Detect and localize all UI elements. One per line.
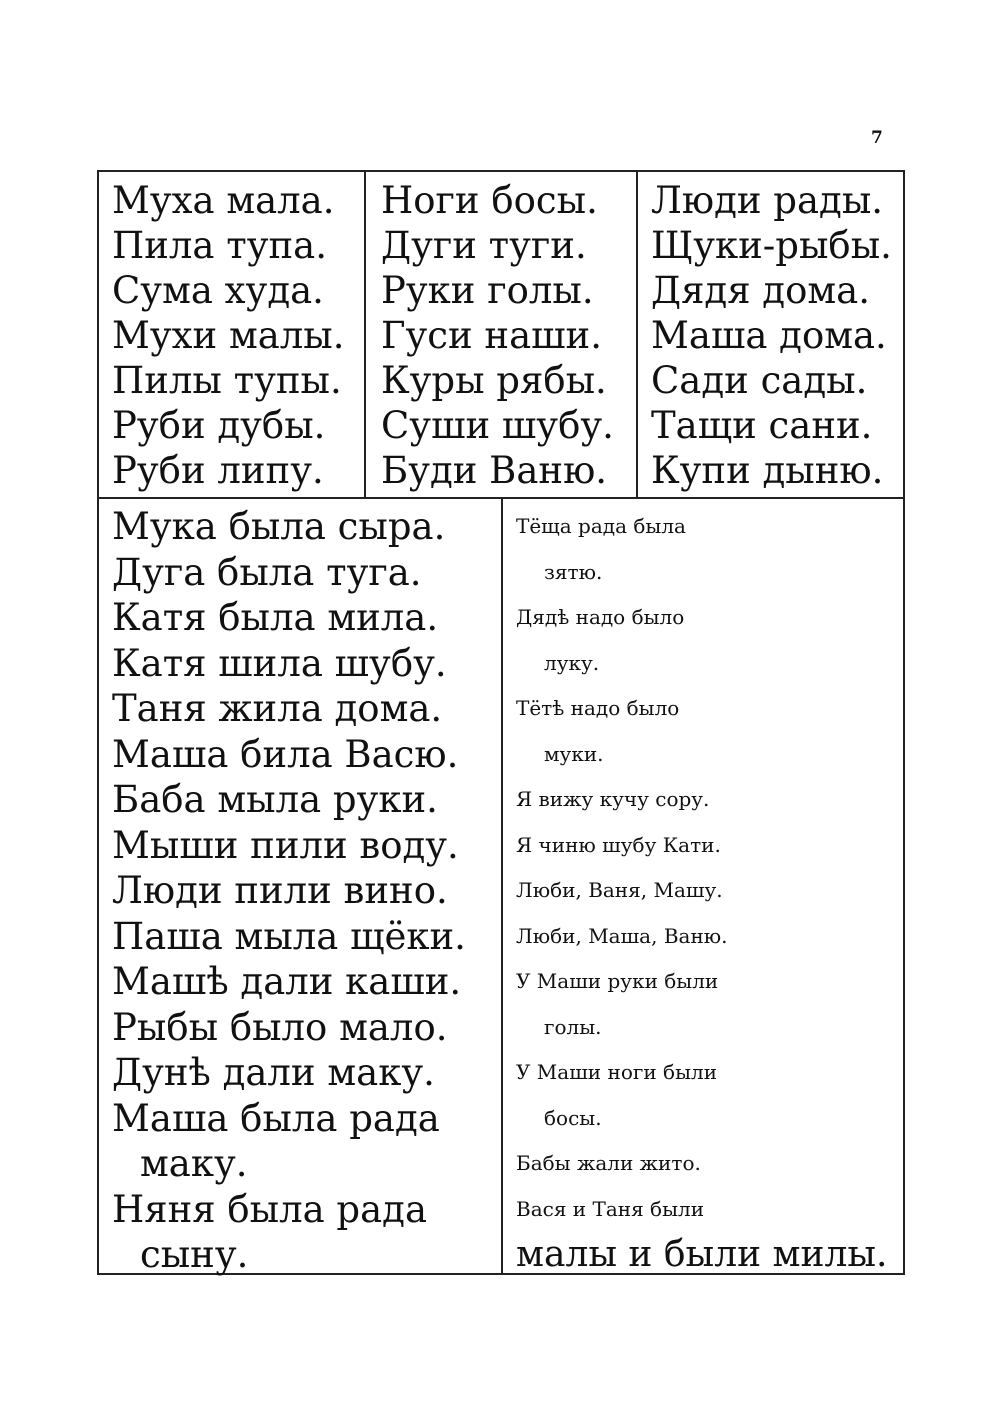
sentence: Ноги босы. (381, 179, 598, 222)
sentence: Дядѣ надо было (516, 605, 685, 629)
top-column-1 (112, 178, 345, 493)
sentence-continuation: сыну. (140, 1233, 249, 1276)
sentence: Пила тупа. (112, 224, 327, 267)
sentence: Сади сады. (651, 359, 868, 402)
sentence-continuation: голы. (544, 1014, 602, 1039)
column-divider (364, 172, 366, 497)
sentence: Катя шила шубу. (112, 641, 447, 685)
sentence-continuation: луку. (544, 650, 600, 675)
sentence: Дунѣ дали маку. (112, 1051, 435, 1094)
sentence-continuation: муки. (544, 741, 604, 766)
sentence: Машѣ дали каши. (112, 960, 462, 1003)
sentence: Катя была мила. (112, 596, 439, 639)
sentence: Мука была сыра. (112, 505, 446, 548)
sentence: Мухи малы. (112, 314, 345, 357)
sentence: У Маши ноги были (516, 1060, 718, 1084)
sentence: Маша дома. (651, 314, 887, 357)
sentence: У Маши руки были (516, 969, 719, 993)
sentence-continuation: маку. (140, 1142, 248, 1185)
bottom-right-column (516, 504, 887, 1278)
sentence: Люби, Маша, Ваню. (516, 923, 728, 948)
sentence: Дуга была туга. (112, 550, 422, 594)
sentence: Паша мыла щёки. (112, 914, 466, 958)
sentence: Бабы жали жито. (516, 1151, 701, 1175)
sentence: Муха мала. (112, 179, 335, 222)
sentence: Я вижу кучу сору. (516, 787, 710, 811)
page-number: 7 (871, 128, 883, 148)
sentence: Люди пили вино. (112, 869, 448, 912)
sentence: малы и были милы. (516, 1234, 888, 1275)
sentence: Руби дубы. (112, 404, 326, 447)
sentence: Тёща рада была (516, 514, 686, 538)
sentence: Щуки-рыбы. (651, 224, 892, 267)
sentence: Руби липу. (112, 449, 324, 492)
sentence-continuation: босы. (544, 1105, 602, 1130)
sentence: Сума худа. (112, 269, 324, 312)
sentence: Маша была рада (112, 1096, 440, 1140)
sentence: Гуси наши. (381, 314, 602, 357)
sentence: Рыбы было мало. (112, 1005, 448, 1049)
reading-table (97, 170, 905, 1275)
sentence: Дядя дома. (651, 269, 870, 312)
sentence: Люби, Ваня, Машу. (516, 878, 723, 902)
sentence: Буди Ваню. (381, 449, 608, 492)
sentence: Таня жила дома. (112, 687, 443, 730)
sentence: Купи дыню. (651, 449, 884, 492)
top-column-2 (381, 178, 614, 493)
bottom-left-column (112, 504, 466, 1278)
top-column-3 (651, 178, 892, 493)
sentence: Тётѣ надо было (516, 696, 680, 720)
sentence: Вася и Таня были (516, 1196, 705, 1221)
sentence: Руки голы. (381, 269, 594, 312)
sentence: Суши шубу. (381, 404, 614, 447)
sentence: Я чиню шубу Кати. (516, 832, 721, 857)
sentence: Дуги туги. (381, 224, 587, 267)
sentence: Люди рады. (651, 179, 884, 222)
column-divider (501, 499, 503, 1275)
sentence: Куры рябы. (381, 359, 607, 402)
column-divider (636, 172, 638, 497)
sentence: Мыши пили воду. (112, 823, 459, 867)
sentence: Няня была рада (112, 1187, 428, 1231)
sentence: Тащи сани. (651, 404, 873, 447)
sentence: Баба мыла руки. (112, 778, 438, 821)
sentence: Пилы тупы. (112, 359, 342, 402)
sentence: Маша била Васю. (112, 732, 459, 776)
sentence-continuation: зятю. (544, 559, 603, 584)
